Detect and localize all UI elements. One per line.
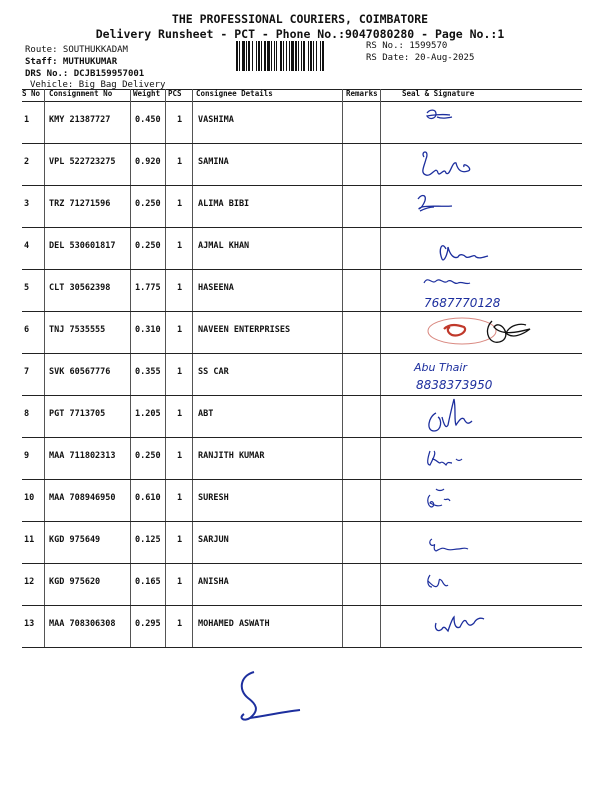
signature-image [402, 521, 582, 563]
runsheet-subtitle: Delivery Runsheet - PCT - Phone No.:9047080280 - Page No.:1 [95, 27, 505, 41]
row-sno: 3 [24, 199, 30, 209]
signature-image [402, 227, 582, 269]
header-consignment: Consignment No [49, 89, 113, 98]
row-pcs: 1 [177, 115, 183, 125]
row-sno: 11 [24, 535, 35, 545]
row-consignment-no: VPL 522723275 [49, 157, 116, 167]
row-weight: 0.250 [135, 241, 161, 251]
row-consignment-no: DEL 530601817 [49, 241, 116, 251]
row-consignment-no: KGD 975620 [49, 577, 101, 587]
barcode-bar [256, 41, 257, 71]
row-pcs: 1 [177, 283, 183, 293]
row-pcs: 1 [177, 157, 183, 167]
barcode-bar [316, 41, 317, 71]
header-weight: Weight [133, 89, 161, 98]
row-consignee: SARJUN [198, 535, 229, 545]
row-weight: 1.205 [135, 409, 161, 419]
row-pcs: 1 [177, 493, 183, 503]
row-sno: 2 [24, 157, 30, 167]
row-consignee: VASHIMA [198, 115, 234, 125]
barcode-bar [280, 41, 282, 71]
barcode-bar [289, 41, 290, 71]
row-sno: 10 [24, 493, 35, 503]
row-weight: 0.125 [135, 535, 161, 545]
barcode-bar [320, 41, 321, 71]
company-stamp-and-signature [402, 311, 582, 353]
row-pcs: 1 [177, 451, 183, 461]
table-row [22, 101, 582, 143]
row-pcs: 1 [177, 535, 183, 545]
signature-image [402, 143, 582, 185]
row-consignment-no: MAA 711802313 [49, 451, 116, 461]
barcode-bar [274, 41, 275, 71]
barcode-bar [283, 41, 284, 71]
row-consignment-no: TNJ 7535555 [49, 325, 106, 335]
signature-image [402, 269, 582, 311]
barcode-bar [248, 41, 250, 71]
table-row [22, 269, 582, 311]
header-remarks: Remarks [346, 89, 378, 98]
barcode-bar [252, 41, 253, 71]
barcode-bar [261, 41, 262, 71]
company-title: THE PROFESSIONAL COURIERS, COIMBATORE [171, 12, 429, 26]
rs-number-label: RS No.: 1599570 [366, 41, 448, 51]
row-consignment-no: MAA 708946950 [49, 493, 116, 503]
table-row [22, 395, 582, 437]
row-weight: 0.250 [135, 199, 161, 209]
signature-image [402, 563, 582, 605]
barcode-bar [313, 41, 314, 71]
row-sno: 9 [24, 451, 30, 461]
row-pcs: 1 [177, 619, 183, 629]
barcode-bar [271, 41, 272, 71]
table-row [22, 185, 582, 227]
staff-signature-image [220, 660, 330, 730]
row-weight: 0.920 [135, 157, 161, 167]
row-consignee: MOHAMED ASWATH [198, 619, 270, 629]
row-pcs: 1 [177, 199, 183, 209]
vehicle-label: Vehicle: Big Bag Delivery [30, 80, 166, 90]
row-sno: 1 [24, 115, 30, 125]
row-pcs: 1 [177, 325, 183, 335]
runsheet-table [22, 89, 582, 647]
row-consignee: AJMAL KHAN [198, 241, 250, 251]
table-row [22, 353, 582, 395]
barcode-image [236, 41, 362, 71]
row-sno: 4 [24, 241, 30, 251]
table-row [22, 143, 582, 185]
row-weight: 0.355 [135, 367, 161, 377]
table-row [22, 311, 582, 353]
row-pcs: 1 [177, 577, 183, 587]
barcode-bar [322, 41, 324, 71]
table-row [22, 563, 582, 605]
barcode-bar [286, 41, 287, 71]
header-seal-signature: Seal & Signature [402, 89, 475, 98]
signature-image [402, 353, 582, 395]
route-label: Route: SOUTHUKKADAM [25, 45, 128, 55]
signature-image [402, 479, 582, 521]
barcode-bar [236, 41, 238, 71]
row-consignee: ALIMA BIBI [198, 199, 250, 209]
row-consignee: ANISHA [198, 577, 229, 587]
row-consignee: RANJITH KUMAR [198, 451, 265, 461]
row-consignment-no: CLT 30562398 [49, 283, 111, 293]
barcode-bar [295, 41, 297, 71]
handwritten-name: Abu Thair [414, 361, 467, 374]
barcode-bar [303, 41, 305, 71]
row-consignment-no: KMY 21387727 [49, 115, 111, 125]
barcode-bar [301, 41, 302, 71]
table-row [22, 521, 582, 563]
row-sno: 7 [24, 367, 30, 377]
row-sno: 12 [24, 577, 35, 587]
table-row [22, 479, 582, 521]
barcode-bar [242, 41, 245, 71]
row-weight: 0.165 [135, 577, 161, 587]
row-weight: 0.295 [135, 619, 161, 629]
row-pcs: 1 [177, 367, 183, 377]
barcode-bar [246, 41, 247, 71]
rs-date-label: RS Date: 20-Aug-2025 [366, 53, 475, 63]
row-consignee: HASEENA [198, 283, 234, 293]
row-consignment-no: TRZ 71271596 [49, 199, 111, 209]
row-consignee: SS CAR [198, 367, 229, 377]
row-consignment-no: PGT 7713705 [49, 409, 106, 419]
row-weight: 0.610 [135, 493, 161, 503]
signature-image [402, 101, 582, 143]
row-pcs: 1 [177, 241, 183, 251]
row-consignee: NAVEEN ENTERPRISES [198, 325, 291, 335]
barcode-bar [298, 41, 299, 71]
barcode-bar [308, 41, 309, 71]
row-weight: 0.310 [135, 325, 161, 335]
signature-image [402, 437, 582, 479]
signature-image [402, 605, 582, 647]
table-row [22, 605, 582, 647]
row-sno: 13 [24, 619, 35, 629]
header-consignee: Consignee Details [196, 89, 273, 98]
row-sno: 8 [24, 409, 30, 419]
row-divider [22, 647, 582, 648]
row-weight: 0.450 [135, 115, 161, 125]
row-consignment-no: SVK 60567776 [49, 367, 111, 377]
barcode-bar [264, 41, 266, 71]
barcode-bar [276, 41, 277, 71]
barcode-bar [310, 41, 312, 71]
barcode-bar [258, 41, 260, 71]
signature-image [402, 185, 582, 227]
row-consignee: SURESH [198, 493, 229, 503]
barcode-bar [239, 41, 240, 71]
header-sno: S No [22, 89, 41, 98]
row-consignment-no: MAA 708306308 [49, 619, 116, 629]
handwritten-phone: 7687770128 [424, 296, 501, 310]
barcode-bar [267, 41, 270, 71]
table-row [22, 227, 582, 269]
row-consignment-no: KGD 975649 [49, 535, 101, 545]
staff-label: Staff: MUTHUKUMAR [25, 57, 118, 67]
row-weight: 1.775 [135, 283, 161, 293]
row-consignee: ABT [198, 409, 214, 419]
header-pcs: PCS [168, 89, 182, 98]
barcode-bar [291, 41, 294, 71]
row-consignee: SAMINA [198, 157, 229, 167]
row-weight: 0.250 [135, 451, 161, 461]
row-sno: 6 [24, 325, 30, 335]
drs-number-label: DRS No.: DCJB159957001 [25, 69, 145, 79]
signature-image [402, 395, 582, 437]
table-row [22, 437, 582, 479]
row-sno: 5 [24, 283, 30, 293]
row-pcs: 1 [177, 409, 183, 419]
handwritten-phone: 8838373950 [416, 378, 493, 392]
